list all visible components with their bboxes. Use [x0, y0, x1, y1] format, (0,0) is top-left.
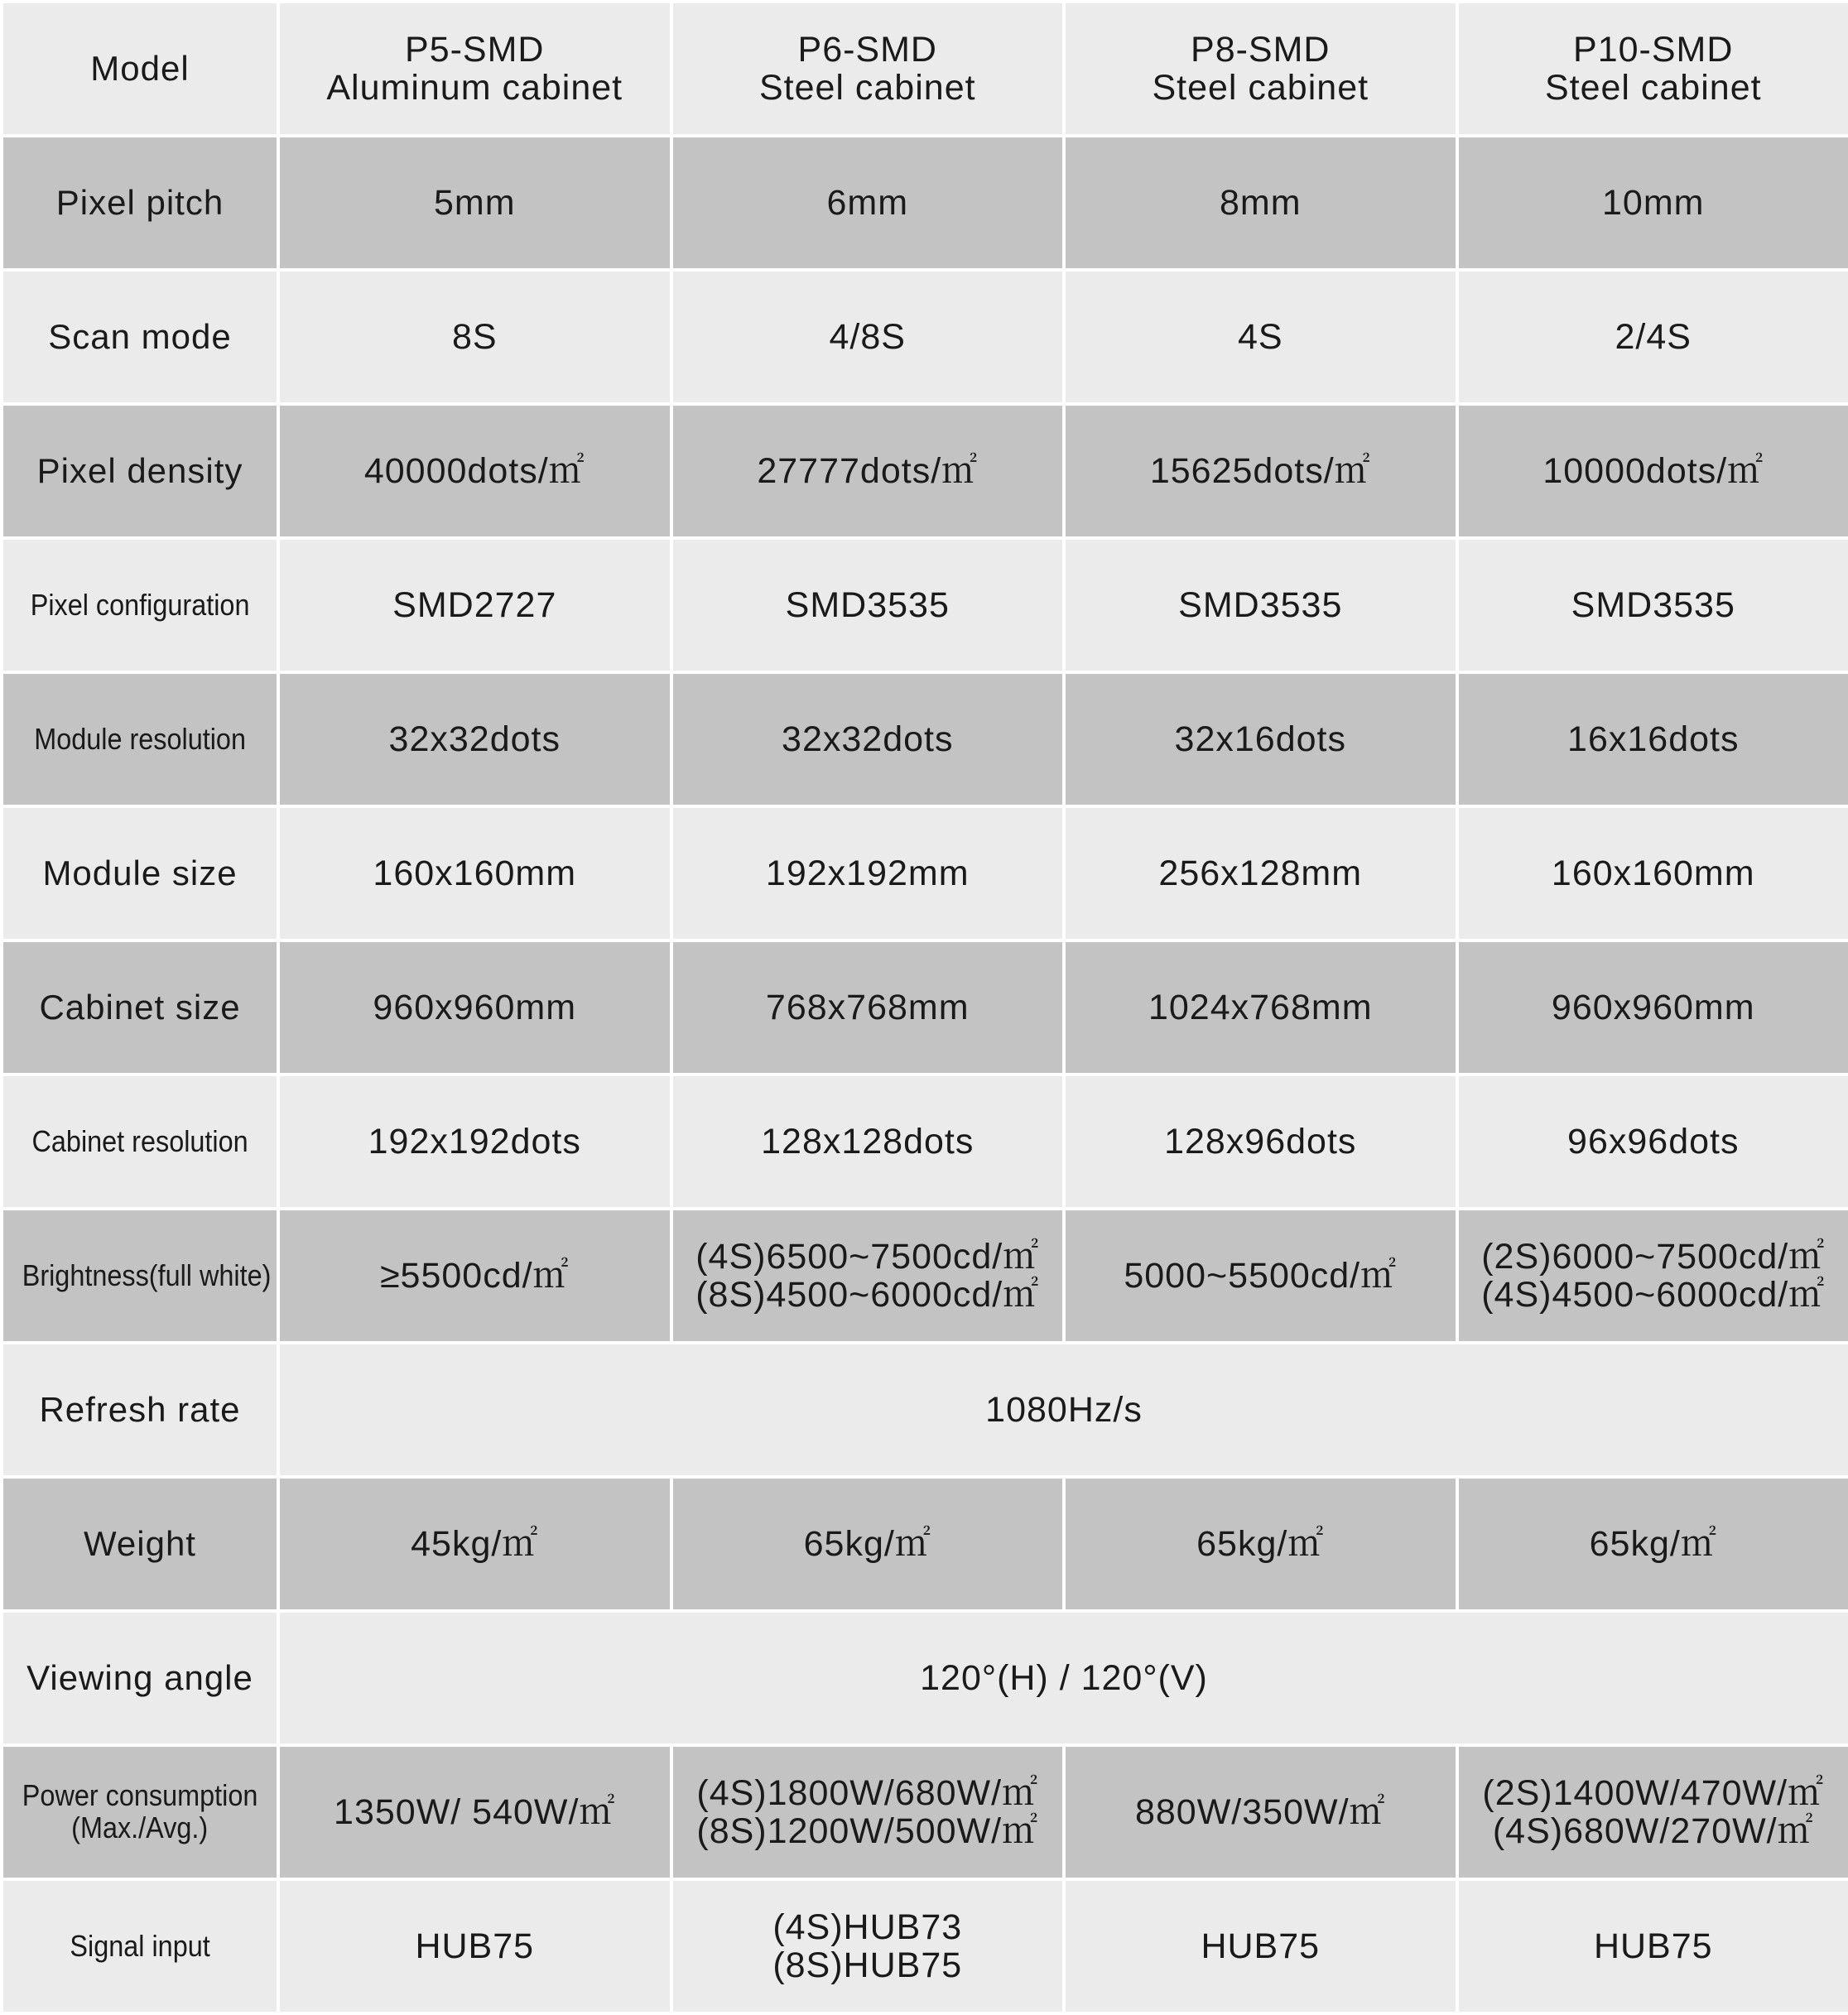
spec-cell — [1064, 136, 1457, 270]
spec-cell — [1064, 1209, 1457, 1343]
spec-cell — [278, 940, 671, 1075]
spec-cell — [1064, 404, 1457, 538]
spec-cell-line: (4S)1800W/680W/㎡ — [678, 1774, 1058, 1812]
spec-cell-line: (8S)4500~6000cd/㎡ — [678, 1276, 1058, 1314]
spec-row — [2, 1209, 1848, 1343]
spec-cell — [1064, 1745, 1457, 1879]
row-label — [2, 1477, 278, 1611]
column-cabinet: Aluminum cabinet — [285, 69, 665, 107]
spec-row — [2, 1611, 1848, 1745]
spec-cell — [1064, 672, 1457, 806]
spec-row — [2, 1477, 1848, 1611]
spec-row — [2, 270, 1848, 404]
spec-cell — [1457, 1477, 1848, 1611]
row-label — [2, 940, 278, 1075]
spec-cell — [1064, 940, 1457, 1075]
spec-cell-line: 880W/350W/㎡ — [1071, 1793, 1451, 1831]
spec-cell-line: ≥5500cd/㎡ — [285, 1257, 665, 1295]
spec-cell — [671, 270, 1065, 404]
spec-cell — [278, 1209, 671, 1343]
spec-cell — [1457, 1075, 1848, 1209]
spec-cell — [671, 404, 1065, 538]
row-label-line: Signal input — [70, 1931, 209, 1963]
spec-cell — [1457, 136, 1848, 270]
column-cabinet: Steel cabinet — [678, 69, 1058, 107]
spec-cell-line: (4S)680W/270W/㎡ — [1464, 1812, 1844, 1850]
row-label-line: Weight — [8, 1525, 272, 1562]
spec-row — [2, 940, 1848, 1075]
spec-row — [2, 1075, 1848, 1209]
row-label — [2, 1879, 278, 2013]
spec-cell-line: 32x32dots — [285, 720, 665, 758]
spec-cell-line: 960x960mm — [285, 988, 665, 1027]
column-model: P5-SMD — [285, 31, 665, 69]
spec-cell — [1457, 404, 1848, 538]
spec-cell — [278, 672, 671, 806]
row-label-line: Brightness(full white) — [22, 1260, 272, 1292]
spec-row — [2, 538, 1848, 672]
spec-cell — [278, 1075, 671, 1209]
spec-cell-line: 1024x768mm — [1071, 988, 1451, 1027]
spec-cell-line: 8S — [285, 318, 665, 356]
spec-cell — [671, 672, 1065, 806]
spec-cell — [671, 1209, 1065, 1343]
spec-cell-line: 8mm — [1071, 184, 1451, 222]
spec-cell — [278, 1477, 671, 1611]
spec-cell-line: 1350W/ 540W/㎡ — [285, 1793, 665, 1831]
spec-cell — [278, 1745, 671, 1879]
spec-cell — [278, 806, 671, 940]
spec-cell-line: 40000dots/㎡ — [285, 452, 665, 490]
row-label-line: Module size — [8, 854, 272, 892]
spec-cell-line: (2S)1400W/470W/㎡ — [1464, 1774, 1844, 1812]
spec-cell-line: SMD3535 — [1071, 586, 1451, 624]
spec-cell-line: 2/4S — [1464, 318, 1844, 356]
spec-cell-line: (8S)1200W/500W/㎡ — [678, 1812, 1058, 1850]
spec-cell-line: 6mm — [678, 184, 1058, 222]
row-label — [2, 806, 278, 940]
spec-cell-line: (4S)4500~6000cd/㎡ — [1464, 1276, 1844, 1314]
spec-cell — [671, 1745, 1065, 1879]
spec-cell — [1457, 672, 1848, 806]
spec-row — [2, 1879, 1848, 2013]
spec-cell — [1457, 806, 1848, 940]
row-label-line: Viewing angle — [8, 1659, 272, 1696]
spec-cell-line: (8S)HUB75 — [678, 1946, 1058, 1984]
spec-cell-line: 65kg/㎡ — [1071, 1525, 1451, 1563]
spec-cell — [671, 806, 1065, 940]
spec-cell-line: 16x16dots — [1464, 720, 1844, 758]
spec-cell — [671, 940, 1065, 1075]
spec-cell-line: (2S)6000~7500cd/㎡ — [1464, 1238, 1844, 1276]
spec-cell-line: 960x960mm — [1464, 988, 1844, 1027]
row-label — [2, 1611, 278, 1745]
spec-cell-line: 4/8S — [678, 318, 1058, 356]
spec-cell-line: 65kg/㎡ — [1464, 1525, 1844, 1563]
spec-cell — [671, 538, 1065, 672]
spec-cell — [1457, 940, 1848, 1075]
row-label — [2, 404, 278, 538]
spec-cell — [278, 136, 671, 270]
row-label — [2, 538, 278, 672]
column-header-p6 — [671, 2, 1065, 136]
spec-cell — [1457, 1209, 1848, 1343]
column-header-p5 — [278, 2, 671, 136]
spec-cell-line: (4S)HUB73 — [678, 1908, 1058, 1946]
spec-cell — [1064, 1477, 1457, 1611]
row-label — [2, 1075, 278, 1209]
spec-table-body — [2, 2, 1848, 2013]
column-model: P6-SMD — [678, 31, 1058, 69]
spec-cell-line: (4S)6500~7500cd/㎡ — [678, 1238, 1058, 1276]
spec-cell — [671, 136, 1065, 270]
spec-cell — [1064, 270, 1457, 404]
spec-cell — [1457, 1879, 1848, 2013]
spec-row — [2, 1745, 1848, 1879]
row-label — [2, 1745, 278, 1879]
spec-row — [2, 806, 1848, 940]
spec-cell-line: 5mm — [285, 184, 665, 222]
spec-cell-line: 128x128dots — [678, 1123, 1058, 1161]
spec-cell-line: 192x192mm — [678, 854, 1058, 892]
row-label-line: Cabinet size — [8, 988, 272, 1026]
spec-cell — [278, 1879, 671, 2013]
row-label-line: Refresh rate — [8, 1391, 272, 1428]
spec-cell-line: 768x768mm — [678, 988, 1058, 1027]
spec-cell — [1457, 1745, 1848, 1879]
spec-cell — [278, 404, 671, 538]
spec-cell — [671, 1477, 1065, 1611]
spec-cell — [278, 1343, 1848, 1477]
spec-cell-line: 32x16dots — [1071, 720, 1451, 758]
spec-cell — [1064, 1879, 1457, 2013]
row-label — [2, 270, 278, 404]
spec-cell-line: HUB75 — [1464, 1927, 1844, 1965]
spec-row — [2, 136, 1848, 270]
row-label-line: Power consumption — [22, 1780, 258, 1812]
row-label — [2, 136, 278, 270]
row-label — [2, 1343, 278, 1477]
column-header-p10 — [1457, 2, 1848, 136]
row-label-line: Pixel density — [8, 452, 272, 489]
row-label — [2, 672, 278, 806]
spec-cell — [671, 1075, 1065, 1209]
spec-cell — [1457, 538, 1848, 672]
header-row — [2, 2, 1848, 136]
spec-cell-line: 160x160mm — [1464, 854, 1844, 892]
spec-cell-line: HUB75 — [1071, 1927, 1451, 1965]
spec-cell — [1064, 1075, 1457, 1209]
spec-row — [2, 672, 1848, 806]
row-label-line: Module resolution — [34, 724, 246, 756]
spec-cell-line: 32x32dots — [678, 720, 1058, 758]
column-cabinet: Steel cabinet — [1464, 69, 1844, 107]
spec-cell — [1064, 538, 1457, 672]
spec-cell-line: 10mm — [1464, 184, 1844, 222]
row-label-line: (Max./Avg.) — [71, 1812, 208, 1844]
spec-cell-line: 256x128mm — [1071, 854, 1451, 892]
spec-cell-line: 192x192dots — [285, 1123, 665, 1161]
spec-cell-line: SMD2727 — [285, 586, 665, 624]
spec-cell-line: 120°(H) / 120°(V) — [285, 1659, 1843, 1697]
spec-cell — [278, 1611, 1848, 1745]
spec-cell-line: SMD3535 — [1464, 586, 1844, 624]
spec-cell-line: 160x160mm — [285, 854, 665, 892]
spec-cell-line: 96x96dots — [1464, 1123, 1844, 1161]
column-model: P8-SMD — [1071, 31, 1451, 69]
spec-cell-line: 10000dots/㎡ — [1464, 452, 1844, 490]
column-model: P10-SMD — [1464, 31, 1844, 69]
row-label-line: Cabinet resolution — [31, 1126, 248, 1158]
row-label — [2, 1209, 278, 1343]
column-cabinet: Steel cabinet — [1071, 69, 1451, 107]
column-header-p8 — [1064, 2, 1457, 136]
spec-row — [2, 1343, 1848, 1477]
row-label-line: Pixel configuration — [31, 589, 250, 622]
spec-cell — [1457, 270, 1848, 404]
spec-cell — [278, 538, 671, 672]
spec-row — [2, 404, 1848, 538]
spec-cell-line: 128x96dots — [1071, 1123, 1451, 1161]
row-label-line: Scan mode — [8, 318, 272, 355]
spec-cell-line: 45kg/㎡ — [285, 1525, 665, 1563]
spec-cell-line: 27777dots/㎡ — [678, 452, 1058, 490]
spec-cell — [278, 270, 671, 404]
spec-cell-line: 5000~5500cd/㎡ — [1071, 1257, 1451, 1295]
row-label-line: Pixel pitch — [8, 184, 272, 221]
header-label: Model — [2, 2, 278, 136]
spec-cell-line: 65kg/㎡ — [678, 1525, 1058, 1563]
spec-cell — [1064, 806, 1457, 940]
spec-cell-line: HUB75 — [285, 1927, 665, 1965]
spec-cell-line: 4S — [1071, 318, 1451, 356]
spec-cell-line: 15625dots/㎡ — [1071, 452, 1451, 490]
spec-cell-line: SMD3535 — [678, 586, 1058, 624]
spec-cell-line: 1080Hz/s — [285, 1391, 1843, 1429]
spec-cell — [671, 1879, 1065, 2013]
